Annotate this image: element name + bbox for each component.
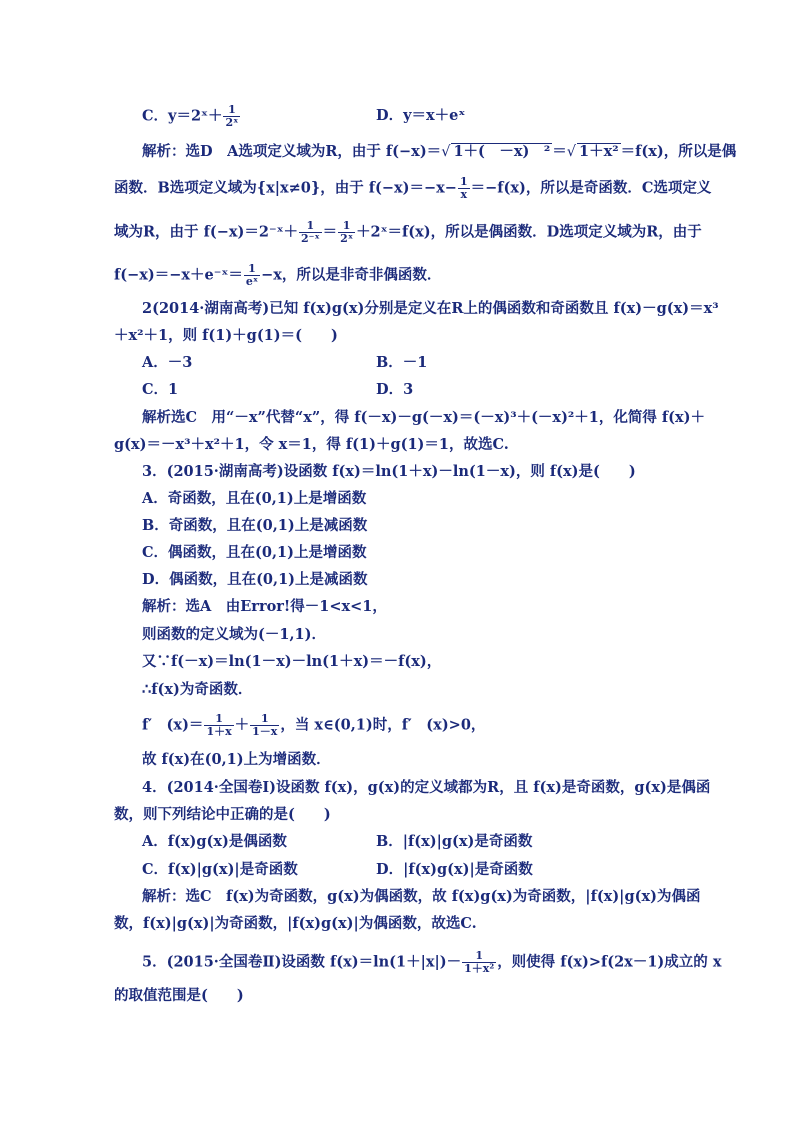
fraction [299, 220, 322, 245]
text: 函数．B选项定义域为{x|x≠0}，由于 f(−x)＝−x− [114, 179, 457, 197]
text: 域为R，由于 f(−x)＝2⁻ˣ＋ [114, 223, 298, 241]
analysis-3-line-2 [142, 625, 712, 645]
fraction [458, 176, 470, 201]
question-3-option-b [142, 516, 712, 536]
analysis-3-line-3 [142, 652, 712, 672]
fraction [462, 950, 496, 975]
analysis-3-line-4 [142, 680, 712, 700]
text: 2(2014·湖南高考)已知 f(x)g(x)分别是定义在R上的偶函数和奇函数且 f(x)－g(x)＝x³ [142, 300, 719, 317]
radicand: 1＋( －x) ² [453, 143, 551, 160]
text: A．奇函数，且在(0,1)上是增函数 [142, 490, 367, 507]
analysis-1-line-3 [114, 219, 702, 245]
fraction [204, 713, 233, 738]
fraction [223, 104, 240, 129]
fraction-denominator: 2ˣ [340, 232, 354, 245]
text: B．|f(x)|g(x)是奇函数 [376, 833, 533, 850]
fraction-numerator: 1 [462, 950, 496, 963]
question-3-option-c [142, 543, 712, 563]
fraction-denominator: x [460, 188, 468, 201]
text: 解析选C 用“－x”代替“x”，得 f(－x)－g(－x)＝(－x)³＋(－x)²＋1，化简得 f(x)＋ [142, 409, 706, 426]
radical-icon: √ [441, 144, 451, 160]
fraction-denominator: 1＋x² [464, 962, 495, 975]
text: 解析：选D A选项定义域为R，由于 f(−x)＝ [142, 143, 442, 160]
text: 故 f(x)在(0,1)上为增函数． [142, 751, 331, 768]
text: ＝ [322, 223, 338, 241]
question-3-line-1 [142, 462, 712, 482]
fraction-numerator: 1 [204, 713, 233, 726]
text: ＋ [234, 716, 250, 734]
question-2-line-1 [142, 299, 719, 319]
text: A．－3 [142, 354, 193, 371]
text: D．|f(x)g(x)|是奇函数 [376, 861, 533, 878]
fraction-denominator: 1＋x [206, 725, 232, 738]
text: 的取值范围是( ) [114, 987, 244, 1004]
text: C．1 [142, 381, 179, 398]
question-4-line-2 [114, 805, 684, 825]
text: 5．(2015·全国卷Ⅱ)设函数 f(x)＝ln(1＋|x|)－ [142, 953, 462, 971]
analysis-1-line-4 [114, 263, 684, 288]
analysis-4-line-1 [142, 887, 712, 907]
text: D．偶函数，且在(0,1)上是减函数 [142, 571, 368, 588]
text: ，所以是偶 [663, 143, 737, 160]
question-5-line-1 [142, 949, 722, 975]
analysis-3-line-5 [142, 713, 712, 738]
text: 又∵f(－x)＝ln(1－x)－ln(1＋x)＝－f(x)， [142, 653, 442, 670]
question-4-option-d [376, 860, 794, 880]
text: A．f(x)g(x)是偶函数 [142, 833, 287, 850]
fraction-denominator: eˣ [245, 275, 259, 288]
analysis-2-line-2 [114, 435, 684, 455]
question-4-option-b [376, 832, 794, 852]
text: B．奇函数，且在(0,1)上是减函数 [142, 517, 368, 534]
text: ＋2ˣ＝f(x)，所以是偶函数．D选项定义域为R，由于 [356, 223, 702, 241]
fraction-numerator: 1 [299, 220, 322, 233]
text: 数，则下列结论中正确的是( ) [114, 806, 331, 823]
question-2-line-2 [114, 326, 684, 346]
text: ∴f(x)为奇函数． [142, 681, 253, 698]
analysis-3-line-1 [142, 597, 712, 617]
text: D．3 [376, 381, 414, 398]
question-4-line-1 [142, 778, 712, 798]
fraction-denominator: 2⁻ˣ [300, 232, 320, 245]
analysis-4-line-2 [114, 914, 684, 934]
question-3-option-a [142, 489, 712, 509]
text: 4．(2014·全国卷Ⅰ)设函数 f(x)，g(x)的定义域都为R，且 f(x)是奇函数，g(x)是偶函 [142, 779, 711, 796]
analysis-1-line-1 [142, 142, 737, 162]
text: ，则使得 f(x)>f(2x－1)成立的 x [497, 953, 722, 971]
question-5-line-2 [114, 986, 684, 1006]
fraction-denominator: 2ˣ [225, 116, 239, 129]
text: ＋x²＋1，则 f(1)＋g(1)＝( ) [114, 327, 338, 344]
fraction [244, 263, 260, 288]
text: C．偶函数，且在(0,1)上是增函数 [142, 544, 367, 561]
question-3-option-d [142, 570, 712, 590]
option-c-text: C．y＝2ˣ＋ [142, 107, 223, 125]
fraction [338, 220, 355, 245]
text: −x，所以是非奇非偶函数． [261, 266, 442, 284]
fraction-numerator: 1 [223, 104, 240, 117]
text: ，当 x∈(0,1)时，f′ (x)>0， [280, 716, 486, 734]
text: ＝ [552, 143, 567, 160]
radicand: 1＋x² [579, 143, 619, 160]
fraction-denominator: 1－x [252, 725, 278, 738]
text: 3．(2015·湖南高考)设函数 f(x)＝ln(1＋x)－ln(1－x)，则 f(x)是( ) [142, 463, 636, 480]
text: g(x)＝－x³＋x²＋1，令 x＝1，得 f(1)＋g(1)＝1，故选C. [114, 436, 509, 453]
text: 解析：选C f(x)为奇函数，g(x)为偶函数，故 f(x)g(x)为奇函数，|f(x)|g(x)为偶函 [142, 888, 701, 905]
fraction [250, 713, 279, 738]
radical-icon: √ [566, 144, 576, 160]
text: C．f(x)|g(x)|是奇函数 [142, 861, 298, 878]
fraction-numerator: 1 [250, 713, 279, 726]
text: 数，f(x)|g(x)|为奇函数，|f(x)g(x)|为偶函数，故选C. [114, 915, 477, 932]
fraction-numerator: 1 [244, 263, 260, 276]
text: f(−x)＝−x＋e⁻ˣ＝ [114, 266, 243, 284]
text: ＝−f(x)，所以是奇函数．C选项定义 [470, 179, 712, 197]
fraction-numerator: 1 [459, 175, 468, 188]
analysis-3-line-6 [142, 750, 712, 770]
question-2-option-d [376, 380, 794, 400]
analysis-2-line-1 [142, 408, 712, 428]
option-d-line [376, 106, 794, 126]
text: B．－1 [376, 354, 428, 371]
text: ＝f(x) [620, 143, 664, 160]
text: 解析：选A 由Error!得－1<x<1， [142, 598, 387, 615]
question-2-option-b [376, 353, 794, 373]
text: f′ (x)＝ [142, 716, 204, 734]
analysis-1-line-2 [114, 175, 712, 201]
text: 则函数的定义域为(－1,1)． [142, 626, 326, 643]
fraction-numerator: 1 [338, 220, 355, 233]
option-d-text: D．y＝x＋eˣ [376, 107, 466, 124]
